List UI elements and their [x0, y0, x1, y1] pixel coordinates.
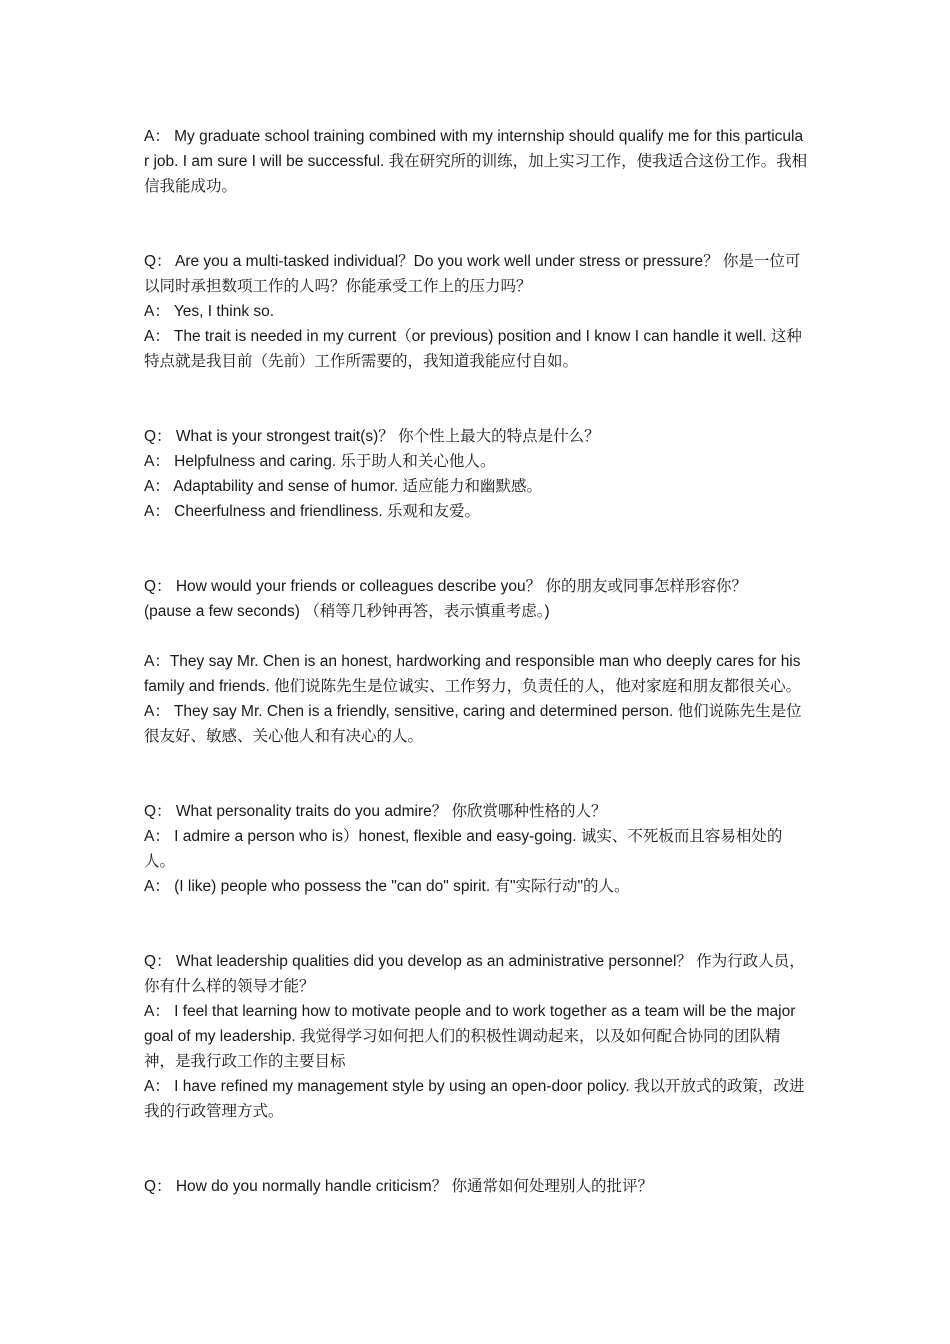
answer-line: A： Helpfulness and caring. 乐于助人和关心他人。	[144, 453, 496, 470]
answer-line: A： I admire a person who is）honest, flexible and easy-going. 诚实、不死板而且容易相处的人。	[144, 828, 783, 870]
qa-block	[144, 799, 808, 899]
note-line: (pause a few seconds) （稍等几秒钟再答，表示慎重考虑。)	[144, 603, 550, 620]
question-line: Q： How do you normally handle criticism？ 你通常如何处理别人的批评？	[144, 1178, 654, 1195]
answer-line: A： I feel that learning how to motivate people and to work together as a team will be the major goal of my leadership. 我觉得学习如何把人们的积极性调动起来，以及如何配合协同的团队精神，是我行政工作的主要目标	[144, 1003, 796, 1070]
block-spacer	[144, 1124, 808, 1174]
answer-line: A： Yes, I think so.	[144, 303, 275, 320]
block-spacer	[144, 374, 808, 424]
block-spacer	[144, 524, 808, 574]
qa-block	[144, 1174, 808, 1199]
qa-block	[144, 249, 808, 374]
answer-line: A： My graduate school training combined with my internship should qualify me for this particular job. I am sure I will be successful. 我在研究所的训练，加上实习工作，使我适合这份工作。我相信我能成功。	[144, 128, 808, 195]
qa-block	[144, 949, 808, 1124]
question-line: Q： What is your strongest trait(s)？ 你个性上最大的特点是什么？	[144, 428, 600, 445]
qa-block	[144, 574, 808, 749]
answer-line: A： I have refined my management style by using an open-door policy. 我以开放式的政策，改进我的行政管理方式。	[144, 1078, 805, 1120]
answer-line: A： Adaptability and sense of humor. 适应能力和幽默感。	[144, 478, 542, 495]
answer-line: A： (I like) people who possess the "can do" spirit. 有"实际行动"的人。	[144, 878, 630, 895]
block-spacer	[144, 899, 808, 949]
answer-line: A： They say Mr. Chen is a friendly, sensitive, caring and determined person. 他们说陈先生是位很友好、敏感、关心他人和有决心的人。	[144, 703, 802, 745]
question-line: Q： Are you a multi-tasked individual？Do you work well under stress or pressure？ 你是一位可以同时承担数项工作的人吗？你能承受工作上的压力吗？	[144, 253, 801, 295]
qa-block	[144, 424, 808, 524]
answer-line: A： Cheerfulness and friendliness. 乐观和友爱。	[144, 503, 480, 520]
answer-line: A：They say Mr. Chen is an honest, hardworking and responsible man who deeply cares for his family and friends. 他们说陈先生是位诚实、工作努力，负责任的人，他对家庭和朋友都很关心。	[144, 653, 802, 695]
question-line: Q： What leadership qualities did you develop as an administrative personnel？ 作为行政人员，你有什么样的领导才能？	[144, 953, 805, 995]
block-spacer	[144, 749, 808, 799]
blank-line	[144, 624, 808, 649]
document-page	[144, 124, 808, 1199]
question-line: Q： What personality traits do you admire？ 你欣赏哪种性格的人？	[144, 803, 607, 820]
block-spacer	[144, 199, 808, 249]
qa-block	[144, 124, 808, 199]
question-line: Q： How would your friends or colleagues describe you？ 你的朋友或同事怎样形容你？	[144, 578, 747, 595]
answer-line: A： The trait is needed in my current（or previous) position and I know I can handle it well. 这种特点就是我目前（先前）工作所需要的，我知道我能应付自如。	[144, 328, 802, 370]
